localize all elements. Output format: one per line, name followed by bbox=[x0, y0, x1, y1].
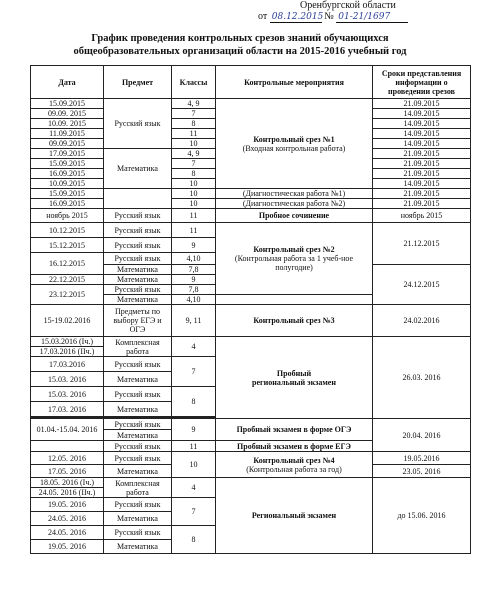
grades-cell: 11 bbox=[172, 223, 216, 238]
deadline-cell: 14.09.2015 bbox=[373, 179, 471, 189]
deadline-cell: 26.03. 2016 bbox=[373, 337, 471, 419]
subject-cell: Математика bbox=[104, 465, 172, 478]
subject-cell: Русский язык bbox=[104, 419, 172, 430]
date-cell: 15.03. 2016 bbox=[31, 387, 104, 402]
grades-cell: 10 bbox=[172, 189, 216, 199]
grades-cell: 4, 9 bbox=[172, 149, 216, 159]
deadline-cell: 21.09.2015 bbox=[373, 149, 471, 159]
date-cell: 15.03. 2016 bbox=[31, 372, 104, 387]
date-cell: 17.05. 2016 bbox=[31, 465, 104, 478]
column-header-activities: Контрольные мероприятия bbox=[216, 66, 373, 99]
deadline-cell: 14.09.2015 bbox=[373, 139, 471, 149]
subject-cell: Математика bbox=[104, 402, 172, 417]
activity-cell: Контрольный срез №2 (Контрольная работа за 1 учеб-ное полугодие) bbox=[216, 223, 373, 295]
grades-cell: 7,8 bbox=[172, 285, 216, 295]
date-cell: 15.09.2015 bbox=[31, 159, 104, 169]
grades-cell: 8 bbox=[172, 169, 216, 179]
date-cell: 24.05. 2016 bbox=[31, 512, 104, 526]
deadline-cell: 23.05. 2016 bbox=[373, 465, 471, 478]
subject-cell: Русский язык bbox=[104, 387, 172, 402]
date-cell: 19.05. 2016 bbox=[31, 498, 104, 512]
grades-cell: 7,8 bbox=[172, 265, 216, 275]
table-row bbox=[31, 99, 471, 109]
schedule-table bbox=[30, 65, 471, 554]
date-cell: 09.09. 2015 bbox=[31, 109, 104, 119]
date-cell: 24.05. 2016 (IIч.) bbox=[31, 488, 104, 498]
subject-cell: Русский язык bbox=[104, 99, 172, 149]
column-header-subject: Предмет bbox=[104, 66, 172, 99]
table-row bbox=[31, 452, 471, 465]
date-cell: 18.05. 2016 (Iч.) bbox=[31, 478, 104, 488]
date-cell: ноябрь 2015 bbox=[31, 209, 104, 223]
grades-cell: 8 bbox=[172, 387, 216, 417]
subject-cell: Русский язык bbox=[104, 253, 172, 265]
grades-cell: 10 bbox=[172, 199, 216, 209]
date-cell: 16.09.2015 bbox=[31, 169, 104, 179]
header-row bbox=[31, 66, 471, 99]
deadline-cell: 21.09.2015 bbox=[373, 169, 471, 179]
subject-cell: Математика bbox=[104, 430, 172, 441]
deadline-cell: 19.05.2016 bbox=[373, 452, 471, 465]
date-cell: 15.03.2016 (Iч.) bbox=[31, 337, 104, 347]
date-cell: 15.09.2015 bbox=[31, 189, 104, 199]
deadline-cell: 20.04. 2016 bbox=[373, 419, 471, 452]
grades-cell: 9 bbox=[172, 238, 216, 253]
subject-cell bbox=[104, 189, 172, 209]
date-cell: 19.05. 2016 bbox=[31, 540, 104, 554]
addressee-region: Оренбургской области bbox=[300, 0, 396, 11]
deadline-cell: ноябрь 2015 bbox=[373, 209, 471, 223]
table-row bbox=[31, 337, 471, 347]
deadline-cell: 21.09.2015 bbox=[373, 159, 471, 169]
grades-cell: 11 bbox=[172, 129, 216, 139]
deadline-cell: 14.09.2015 bbox=[373, 119, 471, 129]
deadline-cell: 24.02.2016 bbox=[373, 305, 471, 337]
subject-cell: Русский язык bbox=[104, 526, 172, 540]
deadline-cell: 24.12.2015 bbox=[373, 265, 471, 305]
date-cell: 10.09.2015 bbox=[31, 179, 104, 189]
deadline-cell: 21.12.2015 bbox=[373, 223, 471, 265]
grades-cell: 9 bbox=[172, 275, 216, 285]
subject-cell: Предметы по выбору ЕГЭ и ОГЭ bbox=[104, 305, 172, 337]
grades-cell: 11 bbox=[172, 209, 216, 223]
date-cell: 10.09. 2015 bbox=[31, 119, 104, 129]
date-cell: 10.12.2015 bbox=[31, 223, 104, 238]
table-row bbox=[31, 189, 471, 199]
from-label: от bbox=[258, 11, 268, 22]
date-cell bbox=[31, 441, 104, 452]
deadline-cell: до 15.06. 2016 bbox=[373, 478, 471, 554]
date-cell: 12.05. 2016 bbox=[31, 452, 104, 465]
page-title-line-2: общеобразовательных организаций области на 2015-2016 учебный год bbox=[73, 46, 407, 57]
subject-cell: Математика bbox=[104, 540, 172, 554]
subject-cell: Математика bbox=[104, 512, 172, 526]
table-row bbox=[31, 223, 471, 238]
subject-cell: Русский язык bbox=[104, 285, 172, 295]
subject-cell: Математика bbox=[104, 149, 172, 189]
date-cell: 17.03.2016 (IIч.) bbox=[31, 347, 104, 357]
number-label: № bbox=[324, 11, 334, 22]
subject-cell: Русский язык bbox=[104, 357, 172, 372]
activity-cell bbox=[216, 295, 373, 305]
date-cell: 17.03. 2016 bbox=[31, 402, 104, 417]
grades-cell: 4,10 bbox=[172, 295, 216, 305]
date-cell: 15.12.2015 bbox=[31, 238, 104, 253]
date-cell: 09.09.2015 bbox=[31, 139, 104, 149]
grades-cell: 7 bbox=[172, 159, 216, 169]
grades-cell: 11 bbox=[172, 441, 216, 452]
table-row bbox=[31, 305, 471, 337]
activity-cell: Пробный экзамен в форме ЕГЭ bbox=[216, 441, 373, 452]
table-row bbox=[31, 478, 471, 488]
date-cell: 24.05. 2016 bbox=[31, 526, 104, 540]
page-title-line-1: График проведения контрольных срезов знаний обучающихся bbox=[91, 33, 389, 44]
deadline-cell: 21.09.2015 bbox=[373, 199, 471, 209]
activity-cell: (Диагностическая работа №2) bbox=[216, 199, 373, 209]
grades-cell: 4, 9 bbox=[172, 99, 216, 109]
date-cell: 01.04.-15.04. 2016 bbox=[31, 419, 104, 441]
grades-cell: 7 bbox=[172, 498, 216, 526]
grades-cell: 4,10 bbox=[172, 253, 216, 265]
subject-cell: Комплексная работа bbox=[104, 337, 172, 357]
subject-cell: Русский язык bbox=[104, 238, 172, 253]
date-cell: 17.09.2015 bbox=[31, 149, 104, 159]
grades-cell: 10 bbox=[172, 179, 216, 189]
grades-cell: 7 bbox=[172, 357, 216, 387]
grades-cell: 8 bbox=[172, 526, 216, 554]
date-cell: 15-19.02.2016 bbox=[31, 305, 104, 337]
activity-cell: Пробный экзамен в форме ОГЭ bbox=[216, 419, 373, 441]
activity-cell: Контрольный срез №1 (Входная контрольная работа) bbox=[216, 99, 373, 189]
grades-cell: 9, 11 bbox=[172, 305, 216, 337]
document-reference bbox=[258, 11, 408, 23]
table-row bbox=[31, 209, 471, 223]
handwritten-date: 08.12.2015 bbox=[271, 12, 324, 22]
deadline-cell: 21.09.2015 bbox=[373, 189, 471, 199]
date-cell: 11.09.2015 bbox=[31, 129, 104, 139]
subject-cell: Русский язык bbox=[104, 441, 172, 452]
subject-cell: Математика bbox=[104, 265, 172, 275]
date-cell: 16.12.2015 bbox=[31, 253, 104, 275]
table-row bbox=[31, 199, 471, 209]
activity-cell: Региональный экзамен bbox=[216, 478, 373, 554]
activity-cell: Контрольный срез №4 (Контрольная работа за год) bbox=[216, 452, 373, 478]
handwritten-number: 01-21/1697 bbox=[336, 12, 408, 23]
deadline-cell: 14.09.2015 bbox=[373, 109, 471, 119]
date-cell: 17.03.2016 bbox=[31, 357, 104, 372]
subject-cell: Математика bbox=[104, 295, 172, 305]
subject-cell: Математика bbox=[104, 372, 172, 387]
activity-cell: Пробное сочинение bbox=[216, 209, 373, 223]
grades-cell: 8 bbox=[172, 119, 216, 129]
deadline-cell: 21.09.2015 bbox=[373, 99, 471, 109]
grades-cell: 9 bbox=[172, 419, 216, 441]
deadline-cell: 14.09.2015 bbox=[373, 129, 471, 139]
grades-cell: 7 bbox=[172, 109, 216, 119]
subject-cell: Русский язык bbox=[104, 209, 172, 223]
grades-cell: 4 bbox=[172, 478, 216, 498]
subject-cell: Русский язык bbox=[104, 452, 172, 465]
column-header-deadline: Сроки представления информации о проведении срезов bbox=[373, 66, 471, 99]
column-header-grades: Классы bbox=[172, 66, 216, 99]
grades-cell: 10 bbox=[172, 452, 216, 478]
subject-cell: Математика bbox=[104, 275, 172, 285]
date-cell: 16.09.2015 bbox=[31, 199, 104, 209]
date-cell: 23.12.2015 bbox=[31, 285, 104, 305]
column-header-date: Дата bbox=[31, 66, 104, 99]
table-row bbox=[31, 419, 471, 430]
activity-cell: Контрольный срез №3 bbox=[216, 305, 373, 337]
subject-cell: Русский язык bbox=[104, 223, 172, 238]
subject-cell: Русский язык bbox=[104, 498, 172, 512]
activity-cell: (Диагностическая работа №1) bbox=[216, 189, 373, 199]
grades-cell: 10 bbox=[172, 139, 216, 149]
activity-cell: Пробный региональный экзамен bbox=[216, 337, 373, 419]
date-cell: 15.09.2015 bbox=[31, 99, 104, 109]
subject-cell: Комплексная работа bbox=[104, 478, 172, 498]
grades-cell: 4 bbox=[172, 337, 216, 357]
date-cell: 22.12.2015 bbox=[31, 275, 104, 285]
